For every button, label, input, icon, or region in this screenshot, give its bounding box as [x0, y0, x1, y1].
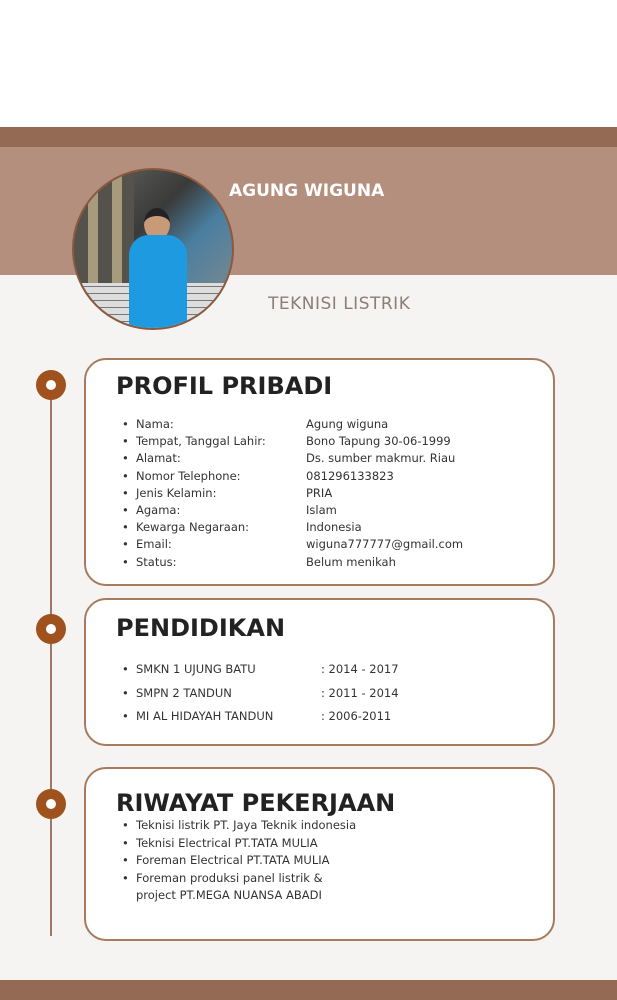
list-item: • Foreman produksi panel listrik & project PT.MEGA NUANSA ABADI [122, 870, 362, 905]
list-item: • Jenis Kelamin: PRIA [122, 485, 463, 502]
list-item: • MI AL HIDAYAH TANDUN : 2006-2011 [122, 705, 399, 729]
profil-card [84, 358, 555, 586]
section-title: PENDIDIKAN [116, 614, 286, 642]
section-title: RIWAYAT PEKERJAAN [116, 789, 396, 817]
list-item: • Alamat: Ds. sumber makmur. Riau [122, 450, 463, 467]
timeline-line [50, 384, 52, 936]
person-name: AGUNG WIGUNA [229, 181, 385, 201]
list-item: • SMPN 2 TANDUN : 2011 - 2014 [122, 682, 399, 706]
list-item: • Kewarga Negaraan: Indonesia [122, 519, 463, 536]
bottom-band [0, 980, 617, 1000]
list-item: • Teknisi listrik PT. Jaya Teknik indonesia [122, 817, 362, 835]
list-item: • Tempat, Tanggal Lahir: Bono Tapung 30-06-1999 [122, 433, 463, 450]
list-item: • Status: Belum menikah [122, 554, 463, 571]
timeline-dot-icon [36, 370, 66, 400]
timeline-dot-icon [36, 614, 66, 644]
timeline-dot-icon [36, 789, 66, 819]
list-item: • Foreman Electrical PT.TATA MULIA [122, 852, 362, 870]
pekerjaan-card [84, 767, 555, 941]
section-title: PROFIL PRIBADI [116, 372, 333, 400]
profile-photo [72, 168, 234, 330]
list-item: • Email: wiguna777777@gmail.com [122, 536, 463, 553]
pendidikan-card [84, 598, 555, 746]
list-item: • Teknisi Electrical PT.TATA MULIA [122, 835, 362, 853]
job-title: TEKNISI LISTRIK [268, 294, 411, 314]
list-item: • SMKN 1 UJUNG BATU : 2014 - 2017 [122, 658, 399, 682]
list-item: • Agama: Islam [122, 502, 463, 519]
list-item: • Nomor Telephone: 081296133823 [122, 468, 463, 485]
list-item: • Nama: Agung wiguna [122, 416, 463, 433]
top-band [0, 127, 617, 147]
